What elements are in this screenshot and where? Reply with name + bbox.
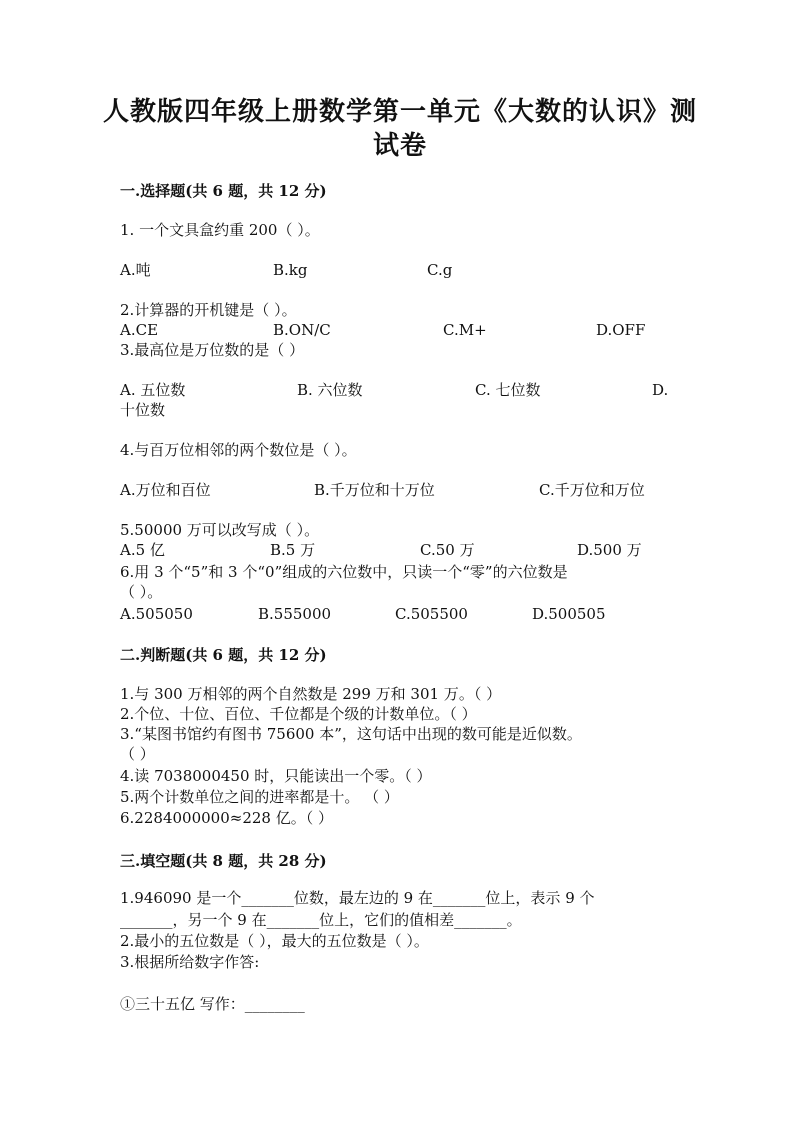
question-1: 1. 一个文具盒约重 200（ ）。 [120,221,320,239]
q1-option-c: C.g [427,261,453,279]
q3-option-c: C. 七位数 [475,381,541,399]
q1-option-b: B.kg [273,261,308,279]
q3-option-b: B. 六位数 [297,381,363,399]
fill-item-3-subitem-1: ①三十五亿 写作：________ [120,995,305,1013]
q4-option-c: C.千万位和万位 [539,481,645,499]
question-6: 6.用 3 个“5”和 3 个“0”组成的六位数中，只读一个“零”的六位数是 [120,563,568,581]
fill-item-2: 2.最小的五位数是（ ），最大的五位数是（ ）。 [120,932,429,950]
question-2: 2.计算器的开机键是（ ）。 [120,301,297,319]
judge-item-2: 2.个位、十位、百位、千位都是个级的计数单位。（ ） [120,705,477,723]
q5-option-d: D.500 万 [577,541,642,559]
section-heading-fill: 三.填空题(共 8 题，共 28 分) [120,852,327,870]
q2-option-a: A.CE [120,321,159,339]
q2-option-d: D.OFF [596,321,646,339]
q4-option-a: A.万位和百位 [120,481,211,499]
q2-option-c: C.M+ [443,321,487,339]
q6-option-b: B.555000 [258,605,332,623]
fill-item-1: 1.946090 是一个_______位数，最左边的 9 在_______位上，表示 9 个 [120,889,595,907]
question-5: 5.50000 万可以改写成（ ）。 [120,521,320,539]
q3-option-a: A. 五位数 [120,381,186,399]
page-title-continued: 试卷 [372,131,427,161]
question-3: 3.最高位是万位数的是（ ） [120,341,305,359]
section-heading-judge: 二.判断题(共 6 题，共 12 分) [120,646,327,664]
q4-option-b: B.千万位和十万位 [314,481,435,499]
q5-option-c: C.50 万 [420,541,475,559]
question-6-continued: （ ）。 [120,583,163,601]
section-heading-choice: 一.选择题(共 6 题，共 12 分) [120,182,327,200]
page-title: 人教版四年级上册数学第一单元《大数的认识》测 [102,97,697,127]
judge-item-3-continued: （ ） [120,745,155,763]
judge-item-3: 3.“某图书馆约有图书 75600 本”，这句话中出现的数可能是近似数。 [120,725,582,743]
q5-option-b: B.5 万 [270,541,316,559]
judge-item-5: 5.两个计数单位之间的进率都是十。 （ ） [120,788,399,806]
q3-option-d: D. [652,381,669,399]
q6-option-d: D.500505 [532,605,606,623]
judge-item-4: 4.读 7038000450 时，只能读出一个零。（ ） [120,767,432,785]
q6-option-a: A.505050 [120,605,193,623]
fill-item-3: 3.根据所给数字作答: [120,953,260,971]
judge-item-6: 6.2284000000≈228 亿。（ ） [120,809,333,827]
q5-option-a: A.5 亿 [120,541,165,559]
q2-option-b: B.ON/C [273,321,331,339]
q1-option-a: A.吨 [120,261,151,279]
fill-item-1-continued: _______，另一个 9 在_______位上，它们的值相差_______。 [120,911,522,929]
question-4: 4.与百万位相邻的两个数位是（ ）。 [120,441,357,459]
q6-option-c: C.505500 [395,605,468,623]
judge-item-1: 1.与 300 万相邻的两个自然数是 299 万和 301 万。（ ） [120,685,502,703]
q3-option-d-continued: 十位数 [120,401,166,419]
